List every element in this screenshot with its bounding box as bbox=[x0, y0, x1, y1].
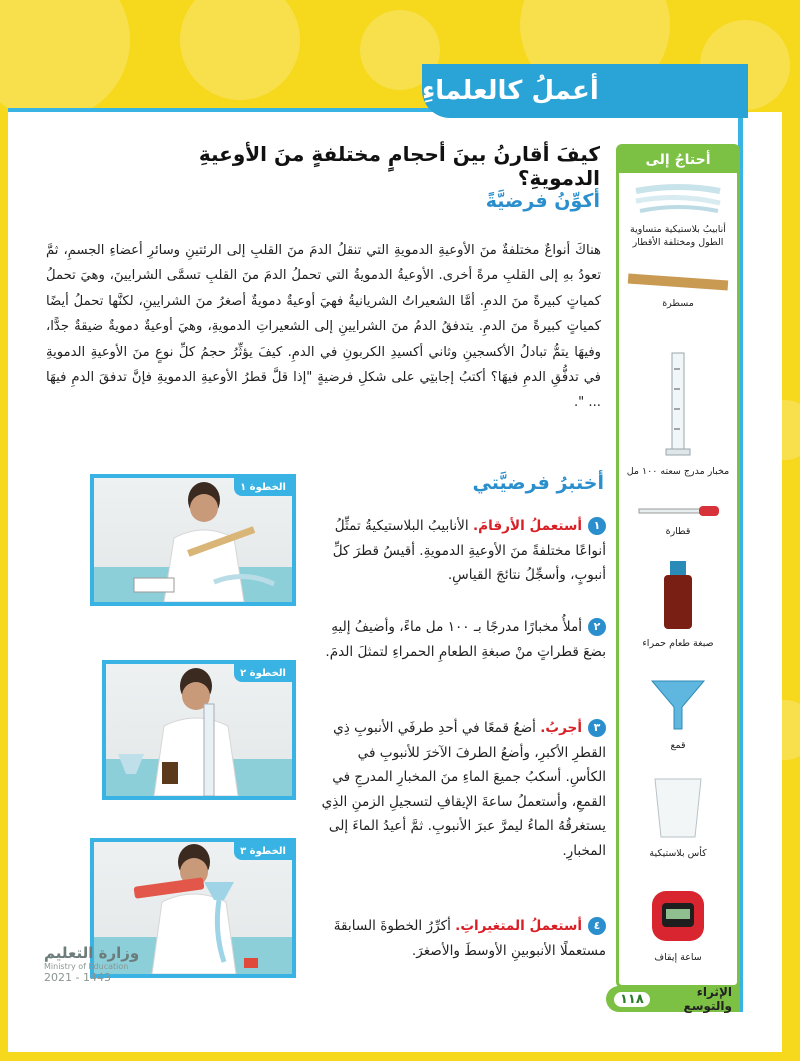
material-item bbox=[619, 559, 737, 650]
step-1 bbox=[320, 514, 606, 588]
ministry-english: Ministry of Education bbox=[44, 962, 129, 971]
step-text: أكرِّرُ الخطوةَ السابقةَ مستعملًا الأنبوبينِ الأوسطَ والأصغرَ. bbox=[333, 918, 606, 959]
step-text: أضعُ قمعًا في أحدِ طرفَي الأنبوبِ ذِي القطرِ الأكبرِ، وأضعُ الطرفَ الآخرَ للأنبوبِ في الكأسِ. أسكبُ جميعَ الماءِ منَ المخبارِ المدرجِ في القمعِ، وأستعملُ ساعةَ الإيقافِ لتسجيلِ الزمنِ الذِي يستغرقُهُ الماءُ ليمرَّ عبرَ الأنبوبِ. ثمَّ أعيدُ الماءَ إلى المخبارِ. bbox=[321, 720, 606, 859]
section-banner bbox=[422, 64, 748, 118]
step-text: الأنابيبُ البلاستيكيةُ تمثِّلُ أنواعًا مختلفةً منَ الأوعيةِ الدمويةِ. أقيسُ قطرَ كلِّ أنبوبٍ، وأسجِّلُ نتائجَ القياسِ. bbox=[332, 518, 606, 583]
step-2 bbox=[320, 615, 606, 664]
material-label: كأس بلاستيكية bbox=[649, 848, 707, 859]
step-skill: أجربُ. bbox=[540, 720, 582, 736]
step-photo-1 bbox=[90, 474, 296, 606]
material-label: أنابيبُ بلاستيكية متساوية الطول ومختلفة الأقطار bbox=[630, 224, 726, 248]
material-item bbox=[619, 673, 737, 752]
step-number: ٢ bbox=[588, 618, 606, 636]
step-number: ١ bbox=[588, 517, 606, 535]
page-footer bbox=[606, 986, 740, 1012]
page-number: ١١٨ bbox=[614, 992, 650, 1007]
material-item bbox=[619, 775, 737, 860]
material-label: مخبار مدرج سعته ١٠٠ مل bbox=[626, 466, 730, 477]
hypothesis-paragraph: هناكَ أنواعٌ مختلفةٌ منَ الأوعيةِ الدمويةِ التي تنقلُ الدمَ منَ القلبِ إلى الرئتينِ وسائرِ أعضاءِ الجسمِ، ثمَّ تعودُ بهِ إلى القلبِ مرةً أخرى. الأوعيةُ الدمويةُ التي تحملُ الدمَ منَ القلبِ تسمَّى الشرايينَ، وهيَ تحملُ كمياتٍ كبيرةً منَ الدمِ. أمَّا الشعيراتُ الشريانيةُ فهيَ أوعيةٌ دمويةٌ أصغرُ منَ الشرايينِ، لكنَّها تحملُ أيضًا كمياتٍ كبيرةً منَ الدمِ. يتدفقُ الدمُ منَ الشرايينِ إلى الشعيراتِ الدمويةِ، وهيَ أوعيةٌ دمويةٌ ضيقةٌ جدًّا، وفيهَا يتمُّ تبادلُ الأكسجينِ وثاني أكسيدِ الكربونِ في الدمِ. كيفَ يؤثِّرُ حجمُ كلِّ نوعٍ منَ الأوعيةِ الدمويةِ في تدفُّقِ الدمِ فيهَا؟ أكتبُ إجابتِي على شكلِ فرضيةٍ "إذا قلَّ قطرُ الأوعيةِ الدمويةِ فإنَّ تدفقَ الدمِ فيهَا ... ". bbox=[46, 243, 601, 411]
test-heading: أختبرُ فرضيَّتي bbox=[472, 472, 604, 494]
materials-panel bbox=[616, 144, 740, 988]
ministry-logo bbox=[44, 944, 144, 984]
material-item bbox=[619, 273, 737, 310]
step-tag: الخطوة ١ bbox=[234, 478, 292, 496]
food-coloring-icon bbox=[658, 559, 698, 631]
funnel-icon bbox=[648, 673, 708, 733]
step-skill: أستعملُ الأرقامَ. bbox=[473, 518, 582, 534]
ministry-year: 2021 - 1443 bbox=[44, 971, 111, 984]
graduated-cylinder-icon bbox=[658, 349, 698, 459]
material-label: قمع bbox=[670, 740, 686, 751]
banner-title: أعملُ كالعلماءِ bbox=[422, 76, 599, 106]
stopwatch-icon bbox=[646, 885, 710, 945]
material-label: مسطرة bbox=[662, 298, 694, 309]
student-dropper-illustration bbox=[106, 664, 292, 796]
material-item bbox=[619, 885, 737, 964]
ministry-arabic: وزارة التعليم bbox=[44, 944, 140, 962]
step-skill: أستعملُ المتغيراتِ. bbox=[455, 918, 582, 934]
step-photo-2 bbox=[102, 660, 296, 800]
hypothesis-heading: أكوِّنُ فرضيَّةً bbox=[485, 190, 600, 212]
step-tag: الخطوة ٢ bbox=[234, 664, 292, 682]
material-item bbox=[619, 349, 737, 478]
material-item bbox=[619, 503, 737, 538]
student-measuring-illustration bbox=[94, 478, 292, 602]
materials-header: أحتاجُ إلى bbox=[619, 147, 737, 173]
material-item bbox=[619, 181, 737, 249]
material-label: صبغة طعام حمراء bbox=[642, 638, 714, 649]
step-4 bbox=[320, 914, 606, 963]
step-3 bbox=[320, 716, 606, 863]
material-label: ساعة إيقاف bbox=[654, 952, 702, 963]
step-number: ٣ bbox=[588, 719, 606, 737]
step-text: أملأُ مخبارًا مدرجًا بـ ١٠٠ مل ماءً، وأضيفُ إليهِ بضعَ قطراتٍ منْ صبغةِ الطعامِ الحمراءِ لتمثلَ الدمَ. bbox=[325, 619, 606, 660]
step-number: ٤ bbox=[588, 917, 606, 935]
footer-label: الإثراء والتوسع bbox=[683, 985, 732, 1013]
ruler-icon bbox=[626, 273, 730, 291]
plastic-tubes-icon bbox=[632, 181, 724, 217]
material-label: قطارة bbox=[665, 526, 691, 537]
plastic-cup-icon bbox=[651, 775, 705, 841]
step-tag: الخطوة ٣ bbox=[234, 842, 292, 860]
inquiry-question: كيفَ أقارنُ بينَ أحجامٍ مختلفةٍ منَ الأوعيةِ الدمويةِ؟ bbox=[198, 142, 600, 190]
dropper-icon bbox=[633, 503, 723, 519]
